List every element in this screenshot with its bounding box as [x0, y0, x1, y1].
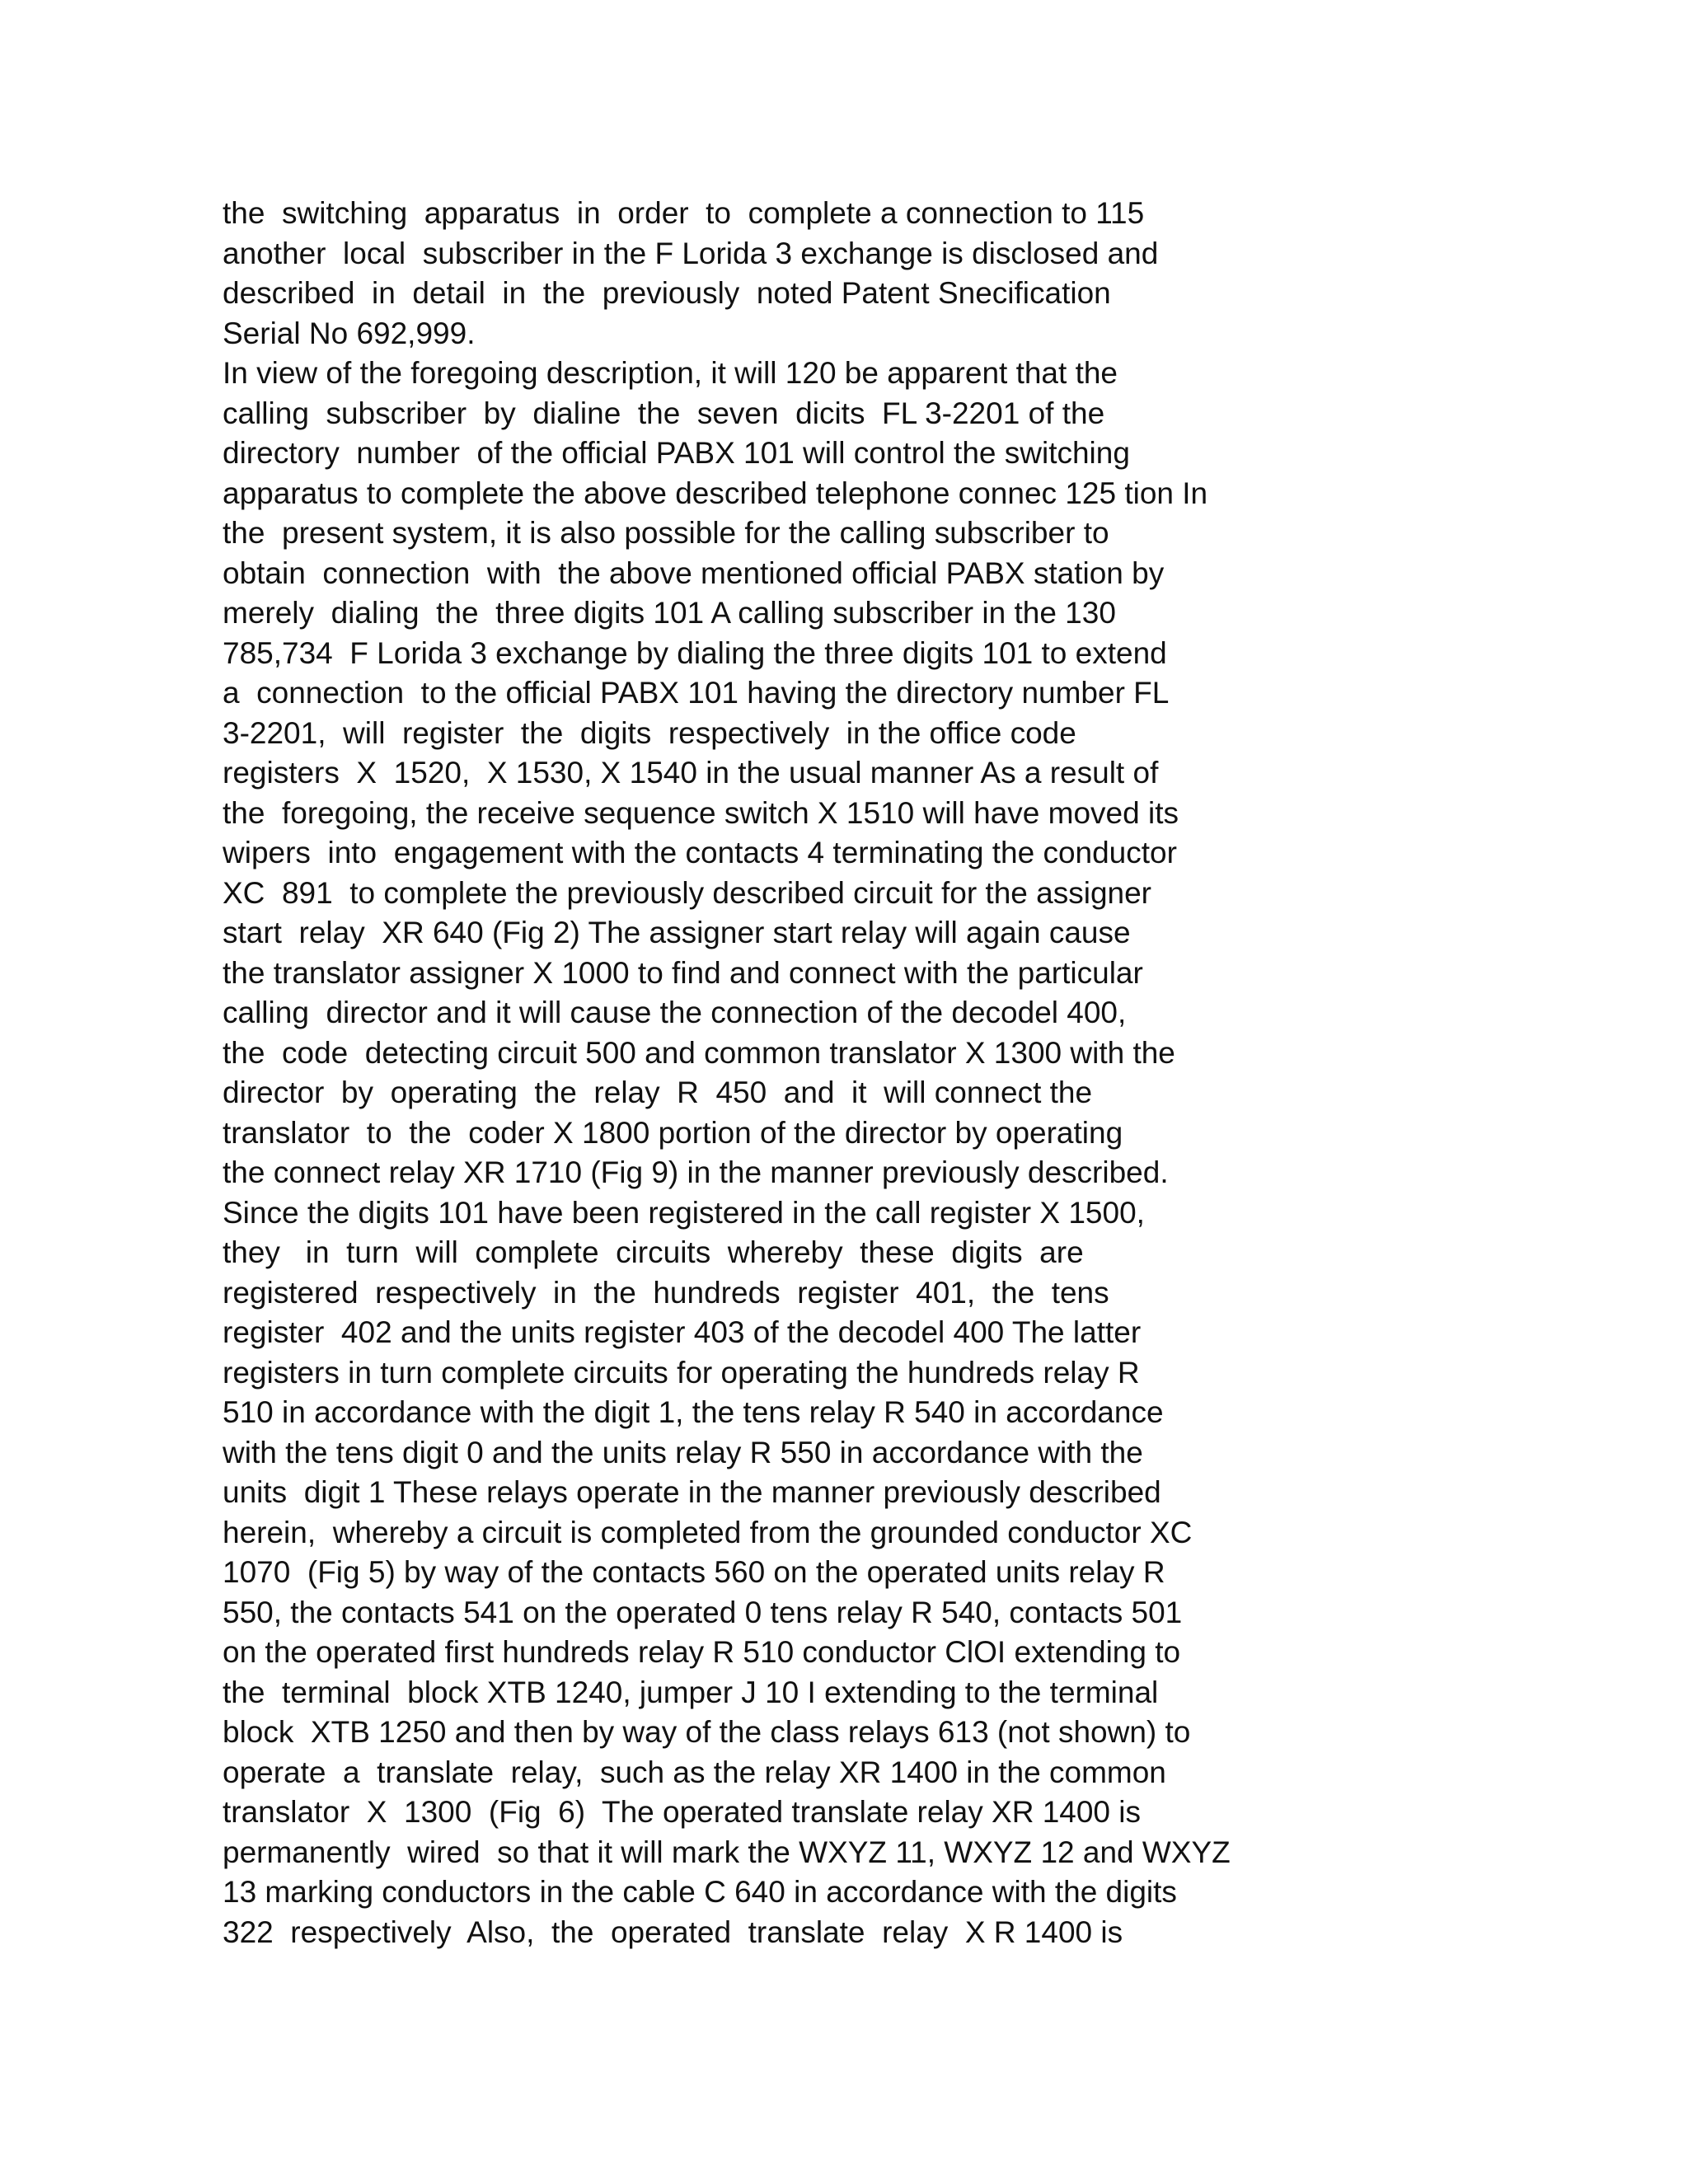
text-line: a connection to the official PABX 101 having the directory number FL — [223, 676, 1170, 710]
text-line: permanently wired so that it will mark the WXYZ 11, WXYZ 12 and WXYZ — [223, 1835, 1231, 1869]
text-line: XC 891 to complete the previously described circuit for the assigner — [223, 875, 1152, 910]
text-line: 785,734 F Lorida 3 exchange by dialing the three digits 101 to extend — [223, 635, 1167, 670]
text-line: 322 respectively Also, the operated translate relay X R 1400 is — [223, 1915, 1123, 1949]
text-line: the translator assigner X 1000 to find and connect with the particular — [223, 955, 1143, 990]
text-line: 510 in accordance with the digit 1, the tens relay R 540 in accordance — [223, 1395, 1164, 1429]
text-line: registered respectively in the hundreds register 401, the tens — [223, 1275, 1109, 1310]
text-line: the switching apparatus in order to complete a connection to 115 — [223, 196, 1145, 230]
text-line: Since the digits 101 have been registered in the call register X 1500, — [223, 1195, 1145, 1230]
text-line: the connect relay XR 1710 (Fig 9) in the manner previously described. — [223, 1155, 1169, 1189]
text-line: register 402 and the units register 403 of the decodel 400 The latter — [223, 1315, 1142, 1349]
text-line: In view of the foregoing description, it will 120 be apparent that the — [223, 356, 1118, 390]
text-line: units digit 1 These relays operate in the manner previously described — [223, 1475, 1161, 1509]
text-line: director by operating the relay R 450 and it will connect the — [223, 1076, 1093, 1109]
text-line: 13 marking conductors in the cable C 640 in accordance with the digits — [223, 1875, 1177, 1909]
text-line: another local subscriber in the F Lorida 3 exchange is disclosed and — [223, 236, 1159, 270]
text-line: merely dialing the three digits 101 A calling subscriber in the 130 — [223, 596, 1116, 630]
text-line: obtain connection with the above mentioned official PABX station by — [223, 555, 1165, 590]
text-line: 3-2201, will register the digits respectively in the office code — [223, 715, 1076, 750]
text-line: with the tens digit 0 and the units relay R 550 in accordance with the — [223, 1435, 1143, 1469]
text-line: the foregoing, the receive sequence switch X 1510 will have moved its — [223, 795, 1179, 830]
text-line: registers in turn complete circuits for operating the hundreds relay R — [223, 1355, 1140, 1390]
text-line: 1070 (Fig 5) by way of the contacts 560 on the operated units relay R — [223, 1555, 1165, 1589]
text-line: apparatus to complete the above described telephone connec 125 tion In — [223, 476, 1208, 510]
text-line: described in detail in the previously noted Patent Snecification — [223, 276, 1111, 310]
text-line: herein, whereby a circuit is completed from the grounded conductor XC — [223, 1515, 1193, 1549]
text-line: the code detecting circuit 500 and common translator X 1300 with the — [223, 1035, 1175, 1070]
text-line: 550, the contacts 541 on the operated 0 tens relay R 540, contacts 501 — [223, 1595, 1183, 1629]
text-line: Serial No 692,999. — [223, 316, 476, 350]
text-line: directory number of the official PABX 101 will control the switching — [223, 436, 1130, 470]
text-line: calling director and it will cause the connection of the decodel 400, — [223, 996, 1127, 1029]
body-text — [223, 194, 1253, 1952]
text-line: operate a translate relay, such as the relay XR 1400 in the common — [223, 1755, 1166, 1789]
text-line: translator X 1300 (Fig 6) The operated translate relay XR 1400 is — [223, 1795, 1142, 1829]
text-line: the present system, it is also possible for the calling subscriber to — [223, 516, 1109, 550]
text-line: block XTB 1250 and then by way of the class relays 613 (not shown) to — [223, 1715, 1191, 1749]
text-line: wipers into engagement with the contacts 4 terminating the conductor — [223, 836, 1177, 869]
text-line: they in turn will complete circuits whereby these digits are — [223, 1235, 1084, 1269]
text-line: calling subscriber by dialine the seven dicits FL 3-2201 of the — [223, 396, 1105, 430]
text-line: on the operated first hundreds relay R 510 conductor ClOI extending to — [223, 1635, 1181, 1669]
text-line: registers X 1520, X 1530, X 1540 in the usual manner As a result of — [223, 756, 1159, 790]
text-line: the terminal block XTB 1240, jumper J 10 I extending to the terminal — [223, 1675, 1159, 1709]
text-line: translator to the coder X 1800 portion of the director by operating — [223, 1115, 1123, 1150]
text-line: start relay XR 640 (Fig 2) The assigner start relay will again cause — [223, 916, 1131, 949]
